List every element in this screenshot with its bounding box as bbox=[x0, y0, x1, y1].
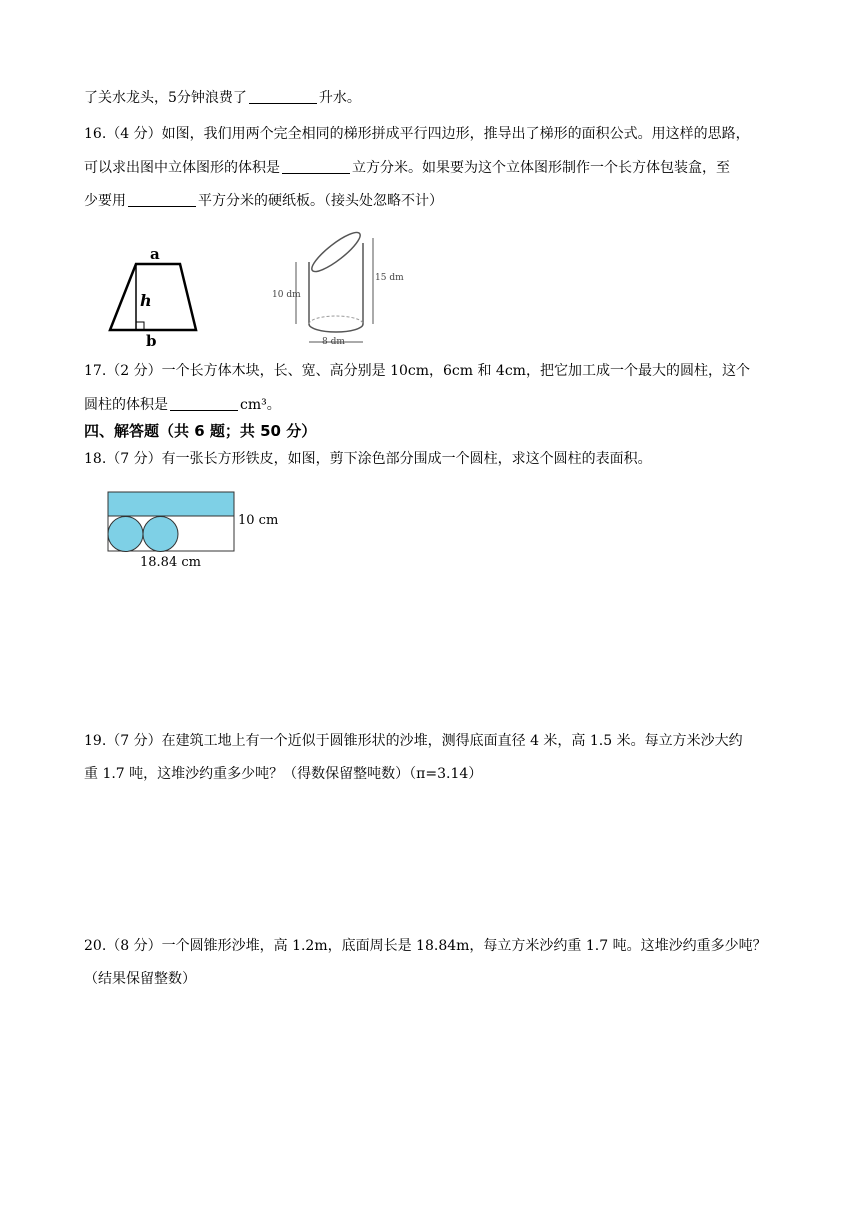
q20-line-2: （结果保留整数） bbox=[84, 971, 196, 987]
q19-line-2: 重 1.7 吨，这堆沙约重多少吨？（得数保留整吨数）（π=3.14） bbox=[84, 766, 483, 782]
q17-text-2b: cm³。 bbox=[240, 397, 281, 413]
q19-line-1: 19.（7 分）在建筑工地上有一个近似于圆锥形状的沙堆，测得底面直径 4 米，高 1.5 米。每立方米沙大约 bbox=[84, 733, 743, 749]
q16-text-3a: 少要用 bbox=[84, 193, 126, 209]
cut-cylinder-figure bbox=[272, 227, 404, 347]
q17-text-2a: 圆柱的体积是 bbox=[84, 397, 168, 413]
trapezoid-figure bbox=[110, 245, 196, 350]
q15-line bbox=[84, 88, 361, 108]
q20-line-1: 20.（8 分）一个圆锥形沙堆，高 1.2m，底面周长是 18.84m，每立方米沙约重 1.7 吨。这堆沙约重多少吨？ bbox=[84, 938, 767, 954]
q16-line-2 bbox=[84, 158, 730, 178]
shaded-circle-2 bbox=[143, 517, 178, 552]
q17-line-2 bbox=[84, 395, 281, 415]
q16-area-blank[interactable] bbox=[128, 192, 196, 207]
shaded-rectangle bbox=[108, 492, 234, 516]
q16-text-3b: 平方分米的硬纸板。（接头处忽略不计） bbox=[198, 193, 443, 209]
trapezoid-label-b: b bbox=[146, 332, 157, 350]
q16-line-1: 16.（4 分）如图，我们用两个完全相同的梯形拼成平行四边形，推导出了梯形的面积公式。用这样的思路， bbox=[84, 126, 750, 142]
q16-line-3 bbox=[84, 191, 443, 211]
q18-text: 18.（7 分）有一张长方形铁皮，如图，剪下涂色部分围成一个圆柱，求这个圆柱的表面积。 bbox=[84, 451, 652, 467]
q15-text-after: 升水。 bbox=[318, 90, 361, 106]
q16-text-2b: 立方分米。如果要为这个立体图形制作一个长方体包装盒，至 bbox=[352, 160, 730, 176]
q15-text-before: 了关水龙头，5分钟浪费了 bbox=[84, 90, 247, 106]
q17-answer-blank[interactable] bbox=[170, 396, 238, 411]
q16-text-2a: 可以求出图中立体图形的体积是 bbox=[84, 160, 280, 176]
q16-figure bbox=[100, 240, 404, 350]
q17-line-1: 17.（2 分）一个长方体木块，长、宽、高分别是 10cm，6cm 和 4cm，把它加工成一个最大的圆柱，这个 bbox=[84, 363, 750, 379]
cylinder-label-left: 10 dm bbox=[272, 290, 301, 300]
section-4-heading: 四、解答题（共 6 题；共 50 分） bbox=[84, 422, 317, 440]
cylinder-label-bottom: 8 dm bbox=[322, 337, 345, 347]
q16-volume-blank[interactable] bbox=[282, 159, 350, 174]
q18-figure bbox=[100, 484, 300, 574]
q15-answer-blank[interactable] bbox=[249, 89, 317, 104]
q18-label-width: 18.84 cm bbox=[140, 555, 201, 570]
cylinder-label-right: 15 dm bbox=[375, 273, 404, 283]
shaded-circle-1 bbox=[108, 517, 143, 552]
q18-label-height: 10 cm bbox=[238, 513, 279, 528]
trapezoid-label-a: a bbox=[150, 245, 160, 263]
trapezoid-label-h: h bbox=[140, 291, 152, 310]
